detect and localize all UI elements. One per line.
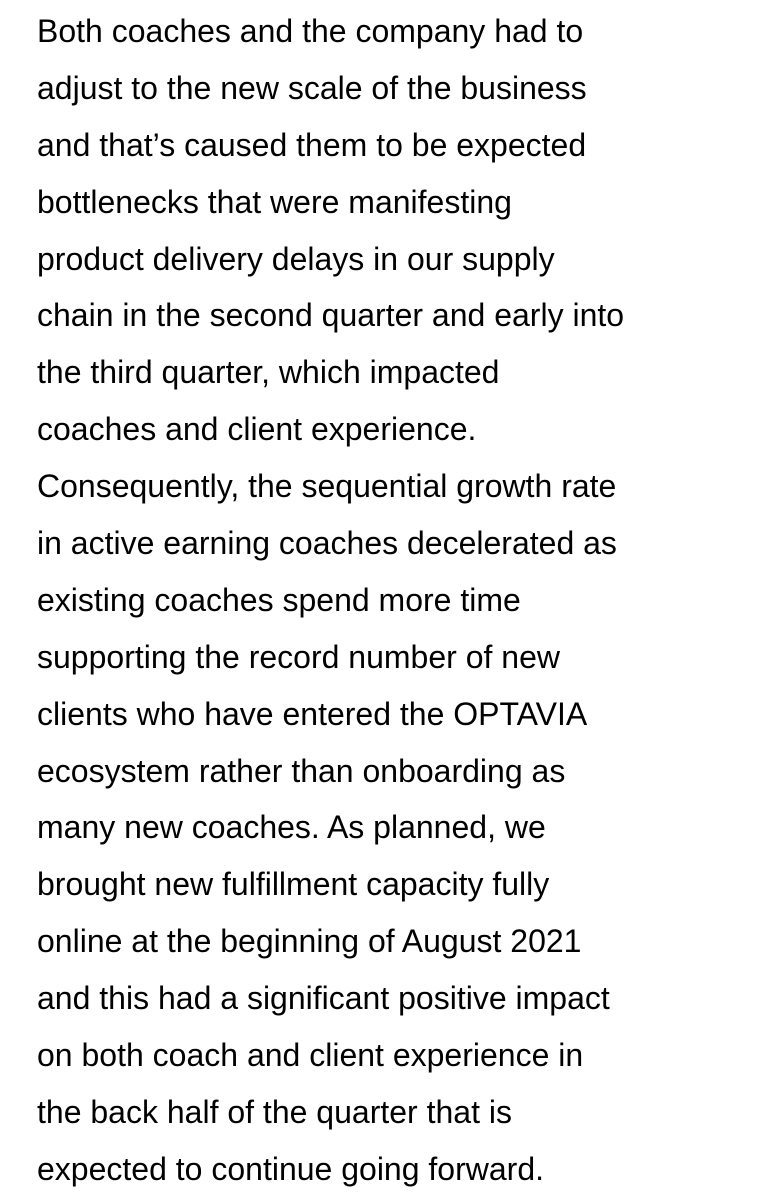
text-line: the back half of the quarter that is: [37, 1093, 512, 1130]
text-line: bottlenecks that were manifesting: [37, 183, 512, 220]
text-line: ecosystem rather than onboarding as: [37, 752, 566, 789]
body-paragraph: [37, 3, 752, 1198]
text-line: clients who have entered the OPTAVIA: [37, 695, 588, 732]
text-line: and this had a significant positive impact: [37, 980, 610, 1017]
text-line: supporting the record number of new: [37, 638, 560, 675]
text-line: and that’s caused them to be expected: [37, 126, 587, 163]
text-line: online at the beginning of August 2021: [37, 923, 582, 960]
text-line: the third quarter, which impacted: [37, 354, 500, 391]
text-line: on both coach and client experience in: [37, 1037, 584, 1074]
text-line: product delivery delays in our supply: [37, 240, 555, 277]
text-line: many new coaches. As planned, we: [37, 809, 546, 846]
text-line: brought new fulfillment capacity fully: [37, 866, 550, 903]
text-line: coaches and client experience.: [37, 411, 477, 448]
text-line: Consequently, the sequential growth rate: [37, 468, 617, 505]
text-line: Both coaches and the company had to: [37, 13, 584, 49]
text-line: in active earning coaches decelerated as: [37, 525, 617, 562]
text-line: adjust to the new scale of the business: [37, 69, 587, 106]
text-line: existing coaches spend more time: [37, 581, 521, 618]
text-line: expected to continue going forward.: [37, 1150, 544, 1187]
text-line: chain in the second quarter and early into: [37, 297, 625, 334]
